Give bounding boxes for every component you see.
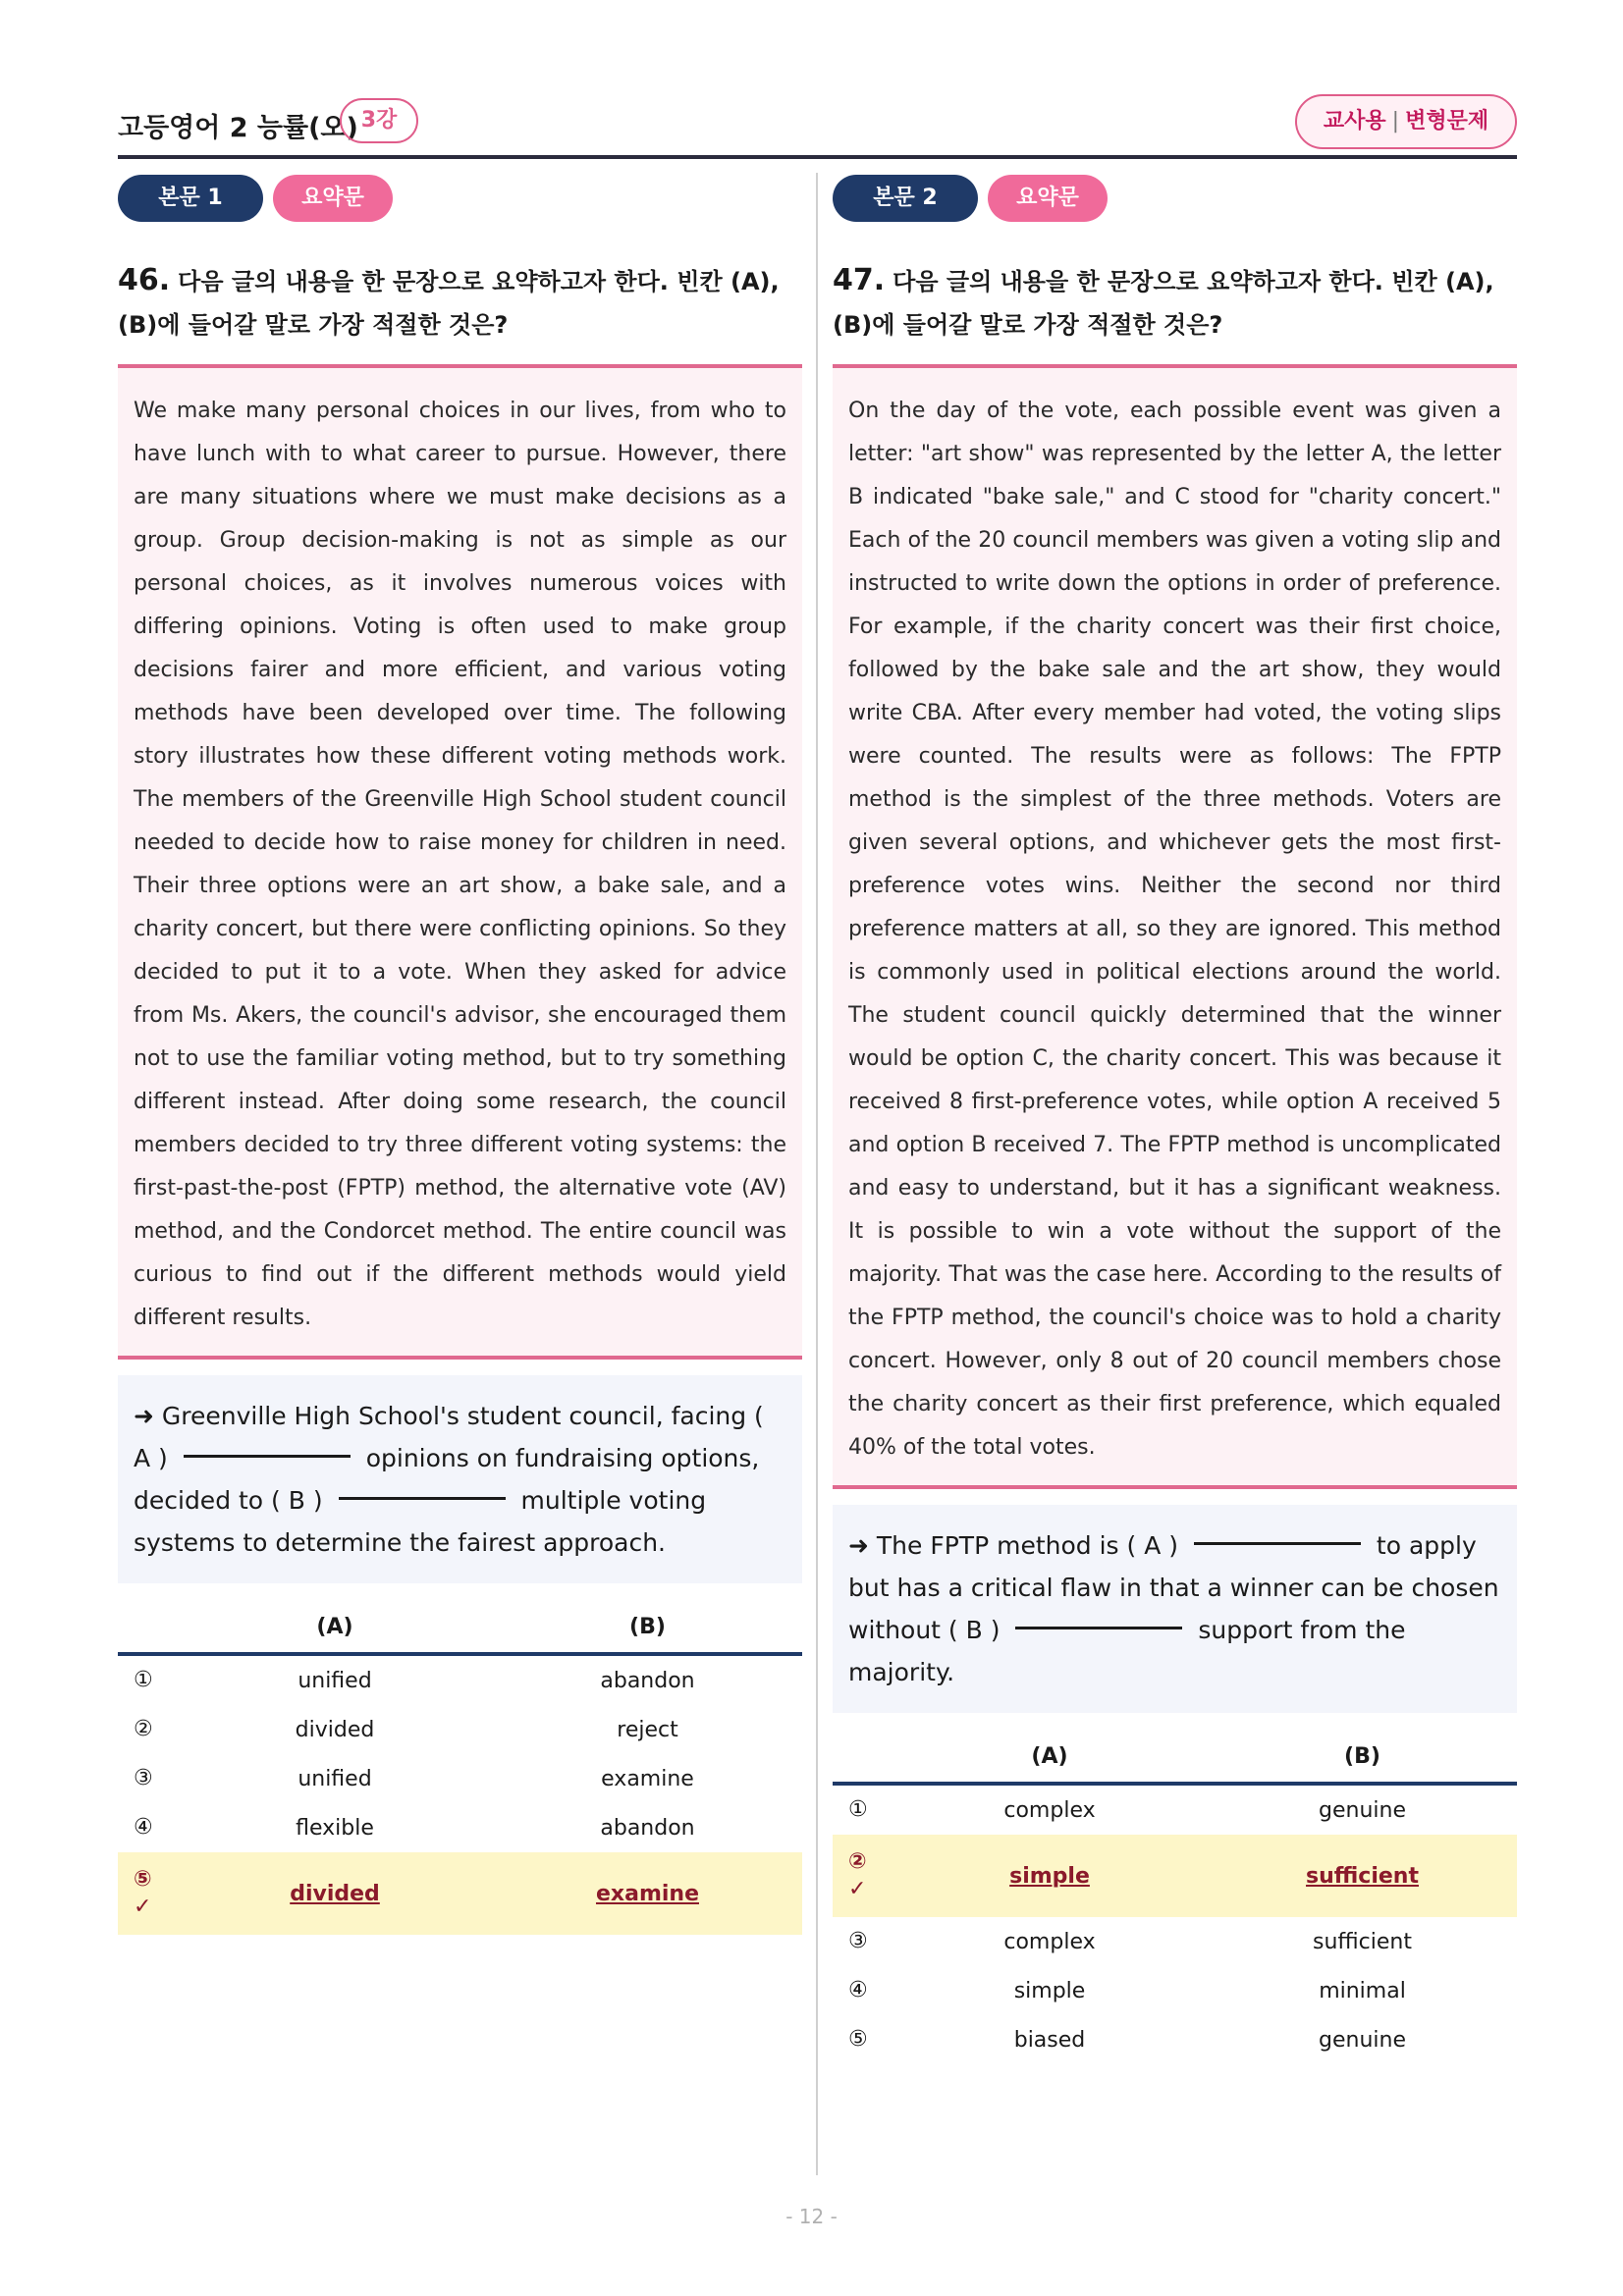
column-a-header: (A) bbox=[1031, 1743, 1068, 1769]
column-a-header: (A) bbox=[316, 1614, 353, 1639]
choice-a: simple bbox=[1013, 1978, 1086, 2003]
edition-badge bbox=[1295, 94, 1517, 149]
checkmark-icon: ✓ bbox=[848, 1877, 867, 1901]
type-label: 변형문제 bbox=[1405, 109, 1489, 133]
choice-a: divided bbox=[290, 1881, 380, 1906]
summary-part-1: ➜ Greenville High School's student council, facing ( A ) bbox=[134, 1402, 764, 1472]
blank-a bbox=[184, 1455, 351, 1458]
choice-b: abandon bbox=[600, 1668, 695, 1693]
choice-number: ③ bbox=[134, 1766, 153, 1790]
question-47-column bbox=[833, 175, 1517, 2064]
checkmark-icon: ✓ bbox=[134, 1895, 152, 1919]
choice-b: abandon bbox=[600, 1815, 695, 1841]
question-prompt bbox=[833, 259, 1517, 347]
choices-header bbox=[833, 1731, 1517, 1786]
blank-b bbox=[1015, 1627, 1182, 1629]
summary-part-2: to apply but has a critical flaw in that a winner can be chosen without ( B ) bbox=[848, 1531, 1499, 1644]
choice-a: complex bbox=[1003, 1929, 1096, 1954]
choice-row-5-correct[interactable] bbox=[118, 1852, 802, 1935]
choice-b: reject bbox=[617, 1717, 678, 1742]
choice-a: unified bbox=[298, 1668, 372, 1693]
answer-choices-table bbox=[833, 1731, 1517, 2064]
section-tags bbox=[833, 175, 1517, 224]
answer-choices-table bbox=[118, 1601, 802, 1935]
choice-b: genuine bbox=[1319, 2027, 1406, 2053]
choice-row-5[interactable] bbox=[833, 2015, 1517, 2064]
choice-row-1[interactable] bbox=[833, 1786, 1517, 1835]
choice-b: sufficient bbox=[1313, 1929, 1412, 1954]
choice-a: simple bbox=[1009, 1863, 1090, 1889]
question-number: 46. bbox=[118, 263, 171, 297]
summary-box bbox=[118, 1375, 802, 1583]
page-number: - 12 - bbox=[785, 2205, 838, 2228]
choice-number-text: ⑤ bbox=[134, 1867, 152, 1892]
choice-row-4[interactable] bbox=[833, 1966, 1517, 2015]
choice-b: minimal bbox=[1319, 1978, 1406, 2003]
choice-row-2[interactable] bbox=[118, 1705, 802, 1754]
summary-part-2: opinions on fundraising options, decided to ( B ) bbox=[134, 1444, 760, 1515]
section-pill: 본문 2 bbox=[833, 175, 978, 222]
choice-row-1[interactable] bbox=[118, 1656, 802, 1705]
choice-a: biased bbox=[1013, 2027, 1086, 2053]
choice-b: examine bbox=[595, 1881, 699, 1906]
choice-number: ③ bbox=[848, 1929, 868, 1953]
book-title: 고등영어 2 능률(오) bbox=[118, 113, 358, 143]
choice-b: examine bbox=[601, 1766, 694, 1791]
choice-a: divided bbox=[295, 1717, 375, 1742]
choice-a: complex bbox=[1003, 1797, 1096, 1823]
question-prompt bbox=[118, 259, 802, 347]
page-header bbox=[118, 94, 1517, 159]
section-tags bbox=[118, 175, 802, 224]
choice-number bbox=[833, 1848, 892, 1903]
choice-number: ① bbox=[848, 1797, 868, 1822]
summary-part-3: multiple voting systems to determine the fairest approach. bbox=[134, 1486, 707, 1557]
passage-box: On the day of the vote, each possible event was given a letter: "art show" was represented by the letter A, the letter B indicated "bake sale," and C stood for "charity concert." Each of the 20 council members was given a voting slip and instructed to write down the options in order of preference. For example, if the charity concert was their first choice, followed by the bake sale and the art show, they would write CBA. After every member had voted, the voting slips were counted. The results were as follows: The FPTP method is the simplest of the three methods. Voters are given several options, and whichever gets the most first-preference votes wins. Neither the second nor third preference matters at all, so they are ignored. This method is commonly used in political elections around the world. The student council quickly determined that the winner would be option C, the charity concert. This was because it received 8 first-preference votes, while option A received 5 and option B received 7. The FPTP method is uncomplicated and easy to understand, but it has a significant weakness. It is possible to win a vote without the support of the majority. That was the case here. According to the results of the FPTP method, the council's choice was to hold a charity concert. However, only 8 out of 20 council members chose the charity concert as their first preference, which equaled 40% of the total votes. bbox=[833, 364, 1517, 1489]
question-text: 다음 글의 내용을 한 문장으로 요약하고자 한다. 빈칸 (A), (B)에 들어갈 말로 가장 적절한 것은? bbox=[118, 268, 780, 339]
question-number: 47. bbox=[833, 263, 886, 297]
choice-a: unified bbox=[298, 1766, 372, 1791]
choice-a: flexible bbox=[296, 1815, 374, 1841]
choice-number bbox=[118, 1866, 177, 1921]
choice-row-3[interactable] bbox=[833, 1917, 1517, 1966]
role-label: 교사용 bbox=[1323, 109, 1386, 133]
type-pill: 요약문 bbox=[273, 175, 393, 222]
type-pill: 요약문 bbox=[988, 175, 1108, 222]
choice-b: genuine bbox=[1319, 1797, 1406, 1823]
blank-a bbox=[1194, 1542, 1361, 1545]
column-b-header: (B) bbox=[1344, 1743, 1380, 1769]
summary-part-1: ➜ The FPTP method is ( A ) bbox=[848, 1531, 1178, 1560]
badge-separator: | bbox=[1391, 109, 1400, 133]
choice-b: sufficient bbox=[1306, 1863, 1419, 1889]
choice-number: ④ bbox=[848, 1978, 868, 2002]
choice-number: ⑤ bbox=[848, 2027, 868, 2052]
column-divider bbox=[816, 173, 818, 2175]
choices-header bbox=[118, 1601, 802, 1656]
passage-box: We make many personal choices in our lives, from who to have lunch with to what career to pursue. However, there are many situations where we must make decisions as a group. Group decision-making is not as simple as our personal choices, as it involves numerous voices with differing opinions. Voting is often used to make group decisions fairer and more efficient, and various voting methods have been developed over time. The following story illustrates how these different voting methods work. The members of the Greenville High School student council needed to decide how to raise money for children in need. Their three options were an art show, a bake sale, and a charity concert, but there were conflicting opinions. So they decided to put it to a vote. When they asked for advice from Ms. Akers, the council's advisor, she encouraged them not to use the familiar voting method, but to try something different instead. After doing some research, the council members decided to try three different voting systems: the first-past-the-post (FPTP) method, the alternative vote (AV) method, and the Condorcet method. The entire council was curious to find out if the different methods would yield different results. bbox=[118, 364, 802, 1360]
lesson-badge: 3강 bbox=[340, 98, 418, 143]
question-text: 다음 글의 내용을 한 문장으로 요약하고자 한다. 빈칸 (A), (B)에 들어갈 말로 가장 적절한 것은? bbox=[833, 268, 1494, 339]
choice-number: ④ bbox=[134, 1815, 153, 1840]
blank-b bbox=[339, 1497, 506, 1500]
column-b-header: (B) bbox=[629, 1614, 666, 1639]
choice-number-text: ② bbox=[848, 1849, 867, 1874]
choice-row-4[interactable] bbox=[118, 1803, 802, 1852]
choice-row-2-correct[interactable] bbox=[833, 1835, 1517, 1917]
choice-row-3[interactable] bbox=[118, 1754, 802, 1803]
choice-number: ① bbox=[134, 1668, 153, 1692]
question-46-column bbox=[118, 175, 802, 1935]
section-pill: 본문 1 bbox=[118, 175, 263, 222]
summary-box bbox=[833, 1505, 1517, 1713]
summary-part-3: support from the majority. bbox=[848, 1616, 1406, 1686]
choice-number: ② bbox=[134, 1717, 153, 1741]
